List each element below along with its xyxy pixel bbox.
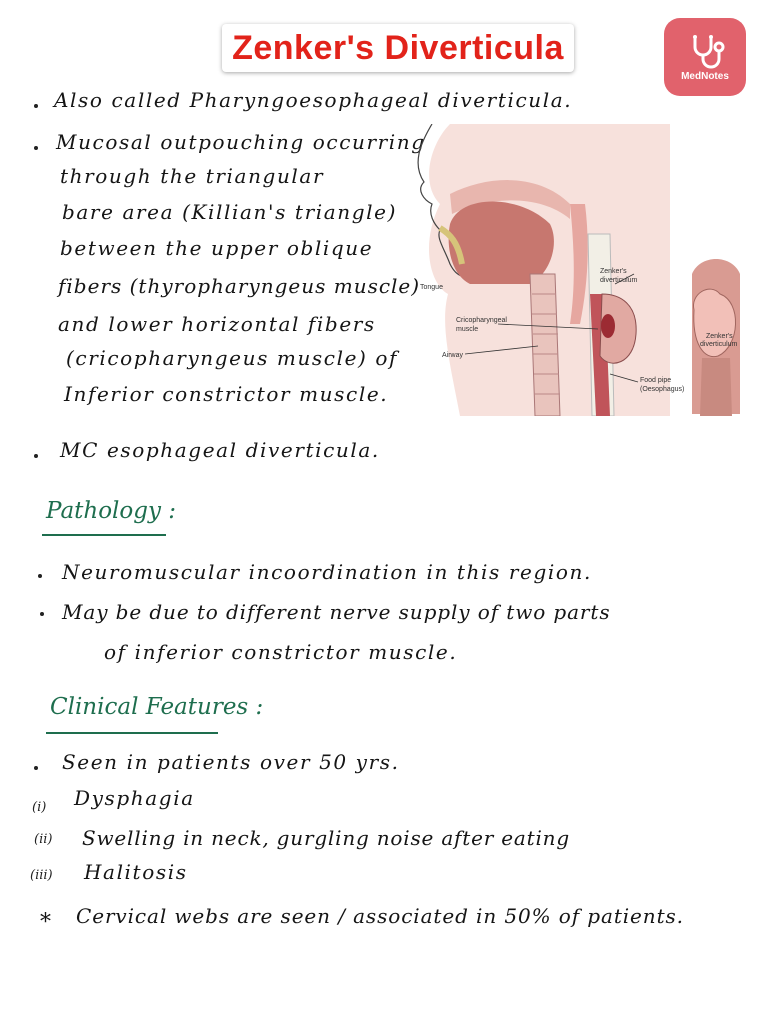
pathology-line-3: of inferior constrictor muscle.: [104, 640, 458, 664]
label-zenkers: Zenker's: [600, 268, 627, 275]
label-zenkers: diverticulum: [600, 277, 638, 284]
bullet: [34, 104, 38, 108]
mucosal-line: Mucosal outpouching occurring: [56, 130, 426, 154]
mucosal-line: Inferior constrictor muscle.: [64, 382, 389, 406]
intro-line-3: MC esophageal diverticula.: [60, 438, 380, 462]
bullet: [34, 146, 38, 150]
mucosal-line: (cricopharyngeus muscle) of: [66, 346, 399, 370]
label-cricopharyngeal: muscle: [456, 326, 479, 333]
item-number: (iii): [30, 868, 53, 883]
clinical-heading: Clinical Features :: [50, 694, 264, 720]
mucosal-line: bare area (Killian's triangle): [62, 200, 397, 224]
zenker-illustration: [410, 124, 744, 416]
mucosal-line: and lower horizontal fibers: [58, 312, 376, 336]
title-banner: [222, 24, 574, 72]
bullet: [38, 574, 42, 578]
page-title: Zenker's Diverticula: [232, 28, 564, 67]
logo-text: MedNotes: [681, 70, 729, 82]
item-number: (ii): [34, 832, 53, 847]
stethoscope-icon: [685, 33, 725, 69]
note-marker: *: [40, 910, 53, 935]
inset-label: Zenker's: [706, 333, 733, 340]
bullet: [34, 766, 38, 770]
label-cricopharyngeal: Cricopharyngeal: [456, 317, 507, 324]
clinical-item: Halitosis: [84, 860, 188, 884]
clinical-line-1: Seen in patients over 50 yrs.: [62, 750, 400, 774]
intro-line-1: Also called Pharyngoesophageal diverticula.: [54, 88, 573, 112]
pathology-line-2: May be due to different nerve supply of two parts: [62, 600, 611, 624]
pathology-heading: Pathology :: [46, 498, 177, 524]
bullet: [34, 454, 38, 458]
mucosal-line: between the upper oblique: [60, 236, 374, 260]
clinical-item: Dysphagia: [74, 786, 195, 810]
note-line: Cervical webs are seen / associated in 50% of patients.: [76, 904, 684, 928]
mednotes-logo: [664, 18, 746, 96]
clinical-item: Swelling in neck, gurgling noise after eating: [82, 826, 570, 850]
label-food-pipe: (Oesophagus): [640, 386, 685, 393]
label-tongue: Tongue: [420, 284, 443, 291]
label-airway: Airway: [442, 352, 464, 359]
inset-label: diverticulum: [700, 341, 738, 348]
heading-underline: [46, 732, 218, 734]
bullet: [40, 612, 44, 616]
label-food-pipe: Food pipe: [640, 377, 672, 384]
anatomy-diagram: [410, 124, 744, 416]
inset-diverticulum: [686, 258, 742, 416]
mucosal-line: fibers (thyropharyngeus muscle): [58, 274, 421, 298]
heading-underline: [42, 534, 166, 536]
item-number: (i): [32, 800, 47, 815]
mucosal-line: through the triangular: [60, 164, 325, 188]
pathology-line-1: Neuromuscular incoordination in this region.: [62, 560, 592, 584]
